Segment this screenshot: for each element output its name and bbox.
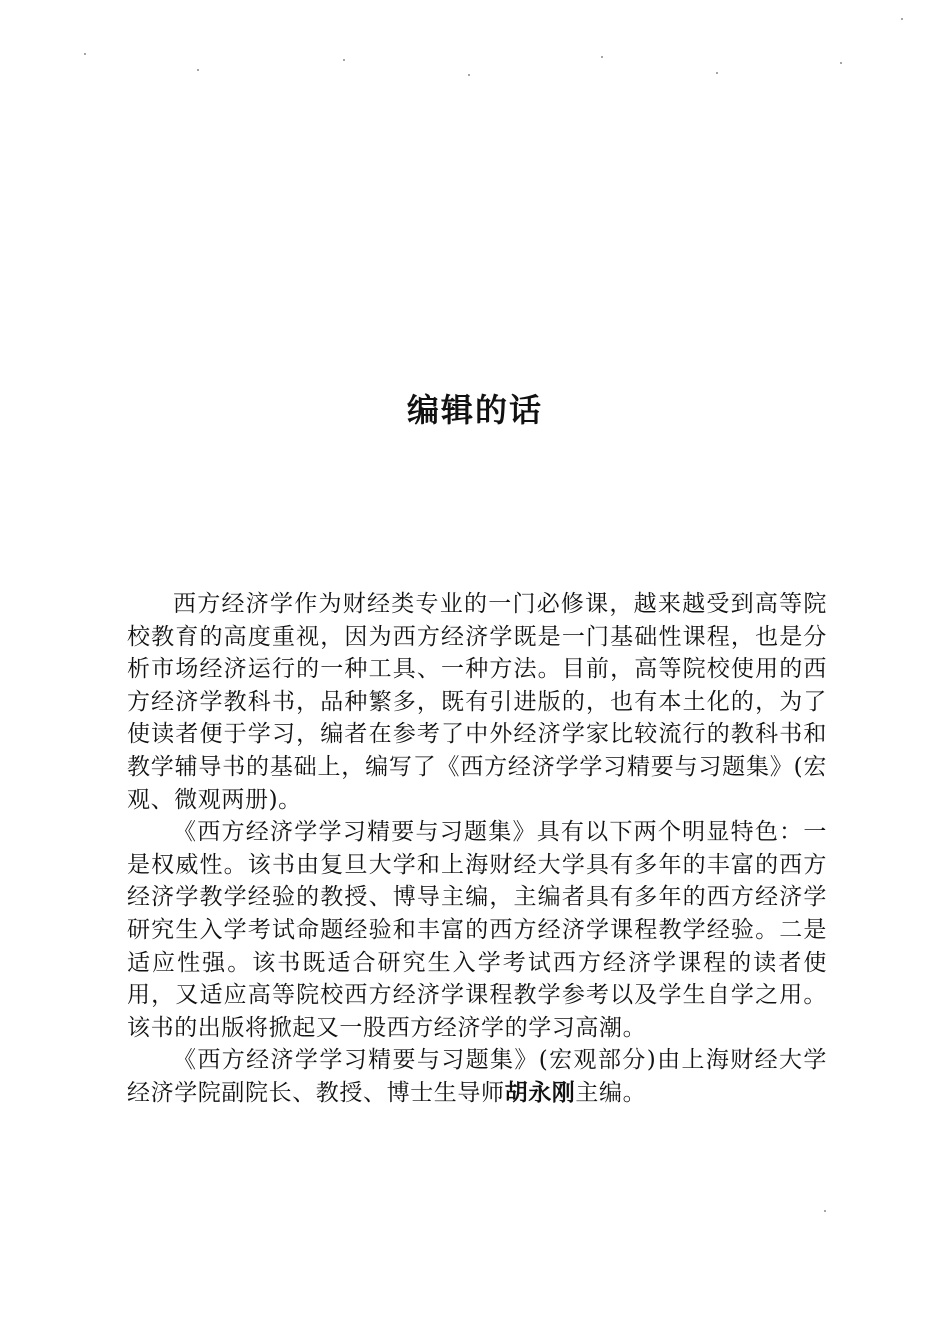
scan-speck: [84, 53, 86, 55]
scan-speck: [601, 56, 603, 58]
paragraph-2: 《西方经济学学习精要与习题集》具有以下两个明显特色：一是权威性。该书由复旦大学和上海财经大学具有多年的丰富的西方经济学教学经验的教授、博导主编，主编者具有多年的西方经济学研究生入学考试命题经验和丰富的西方经济学课程教学经验。二是适应性强。该书既适合研究生入学考试西方经济学课程的读者使用，又适应高等院校西方经济学课程教学参考以及学生自学之用。该书的出版将掀起又一股西方经济学的学习高潮。: [127, 819, 827, 1041]
paragraph-3: [127, 1044, 827, 1109]
scan-speck: [901, 18, 903, 20]
paragraph-1: 西方经济学作为财经类专业的一门必修课，越来越受到高等院校教育的高度重视，因为西方经济学既是一门基础性课程，也是分析市场经济运行的一种工具、一种方法。目前，高等院校使用的西方经济学教科书，品种繁多，既有引进版的，也有本土化的，为了使读者便于学习，编者在参考了中外经济学家比较流行的教科书和教学辅导书的基础上，编写了《西方经济学学习精要与习题集》(宏观、微观两册)。: [127, 591, 827, 813]
scan-speck: [197, 69, 199, 71]
paragraph-3-text-before: 《西方经济学学习精要与习题集》(宏观部分)由上海财经大学经济学院副院长、教授、博士生导师: [127, 1047, 827, 1106]
editor-note-body: [127, 588, 827, 1110]
scan-speck: [840, 62, 842, 64]
scan-speck: [468, 74, 470, 76]
scan-speck: [343, 59, 345, 61]
paragraph-3-text-after: 主编。: [575, 1079, 647, 1106]
page-title: 编辑的话: [406, 391, 543, 429]
scan-speck: [824, 1210, 826, 1212]
scan-speck: [716, 72, 718, 74]
chief-editor-name: 胡永刚: [504, 1079, 576, 1106]
